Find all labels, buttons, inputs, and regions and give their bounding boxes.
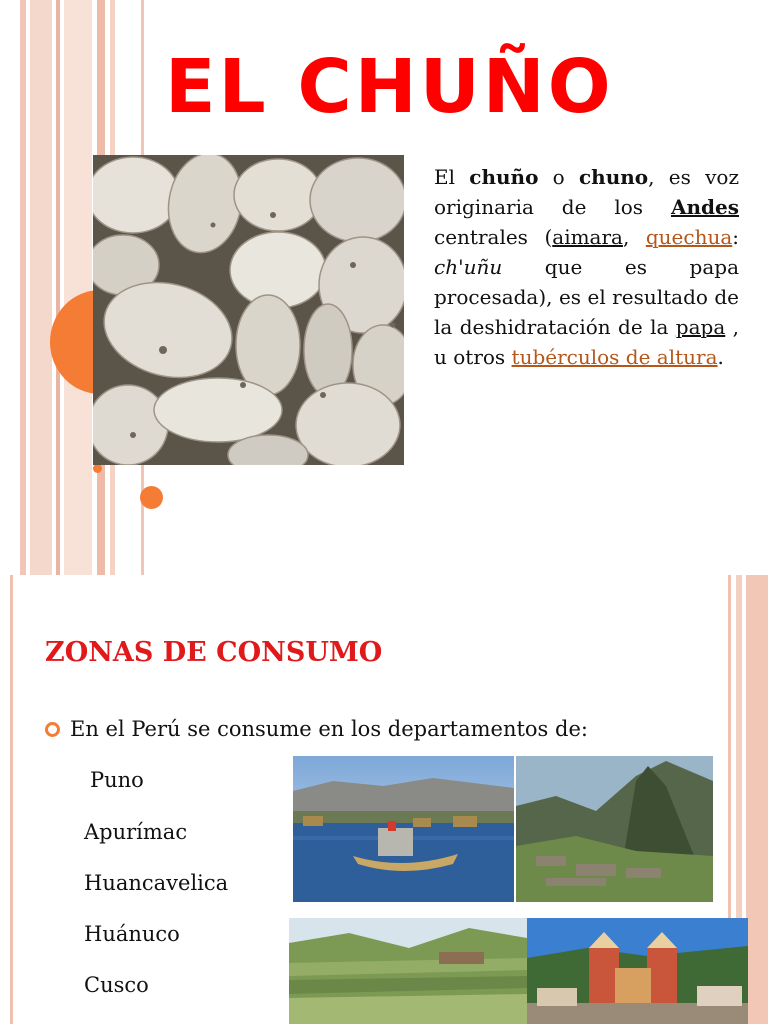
desc-text: , es voz originaria de los (434, 165, 739, 219)
slide-title: EL CHUÑO (165, 44, 614, 130)
chuno-description (434, 162, 739, 372)
decorative-dot (93, 464, 102, 473)
link-papa[interactable]: papa (675, 315, 726, 339)
department-apurimac: Apurímac (84, 820, 188, 844)
link-aimara[interactable]: aimara (552, 225, 623, 249)
decorative-circle-small (140, 486, 163, 509)
bullet-circle-icon (45, 722, 60, 737)
decorative-bar (10, 575, 13, 1024)
lake-titicaca-photo (293, 756, 514, 902)
andean-terraces-photo (289, 918, 527, 1024)
desc-bold-chuno-alt: chuno (578, 165, 649, 189)
bullet-item (45, 717, 588, 741)
department-cusco: Cusco (84, 973, 149, 997)
chuno-photo (93, 155, 404, 465)
section-title: ZONAS DE CONSUMO (45, 637, 383, 668)
department-huanuco: Huánuco (84, 922, 180, 946)
bullet-text: En el Perú se consume en los departamentos de: (70, 717, 588, 741)
machu-picchu-photo (516, 756, 713, 902)
link-tuberculos-de-altura[interactable]: tubérculos de altura (511, 345, 718, 369)
link-quechua[interactable]: quechua (645, 225, 733, 249)
desc-text: centrales ( (434, 225, 553, 249)
colonial-church-photo (527, 918, 748, 1024)
department-huancavelica: Huancavelica (84, 871, 229, 895)
desc-text: . (717, 345, 724, 369)
desc-text: que es papa procesada), es el resultado de la deshidratación de la (434, 255, 739, 339)
desc-text: El (434, 165, 470, 189)
desc-text: o (538, 165, 579, 189)
desc-text: , u otros (434, 315, 739, 369)
desc-text: : (732, 225, 739, 249)
desc-italic-chunu: ch'uñu (434, 255, 503, 279)
slide-2 (0, 575, 768, 1024)
desc-text: , (622, 225, 646, 249)
link-andes[interactable]: Andes (670, 195, 739, 219)
department-puno: Puno (90, 768, 144, 792)
desc-bold-chuno: chuño (469, 165, 539, 189)
